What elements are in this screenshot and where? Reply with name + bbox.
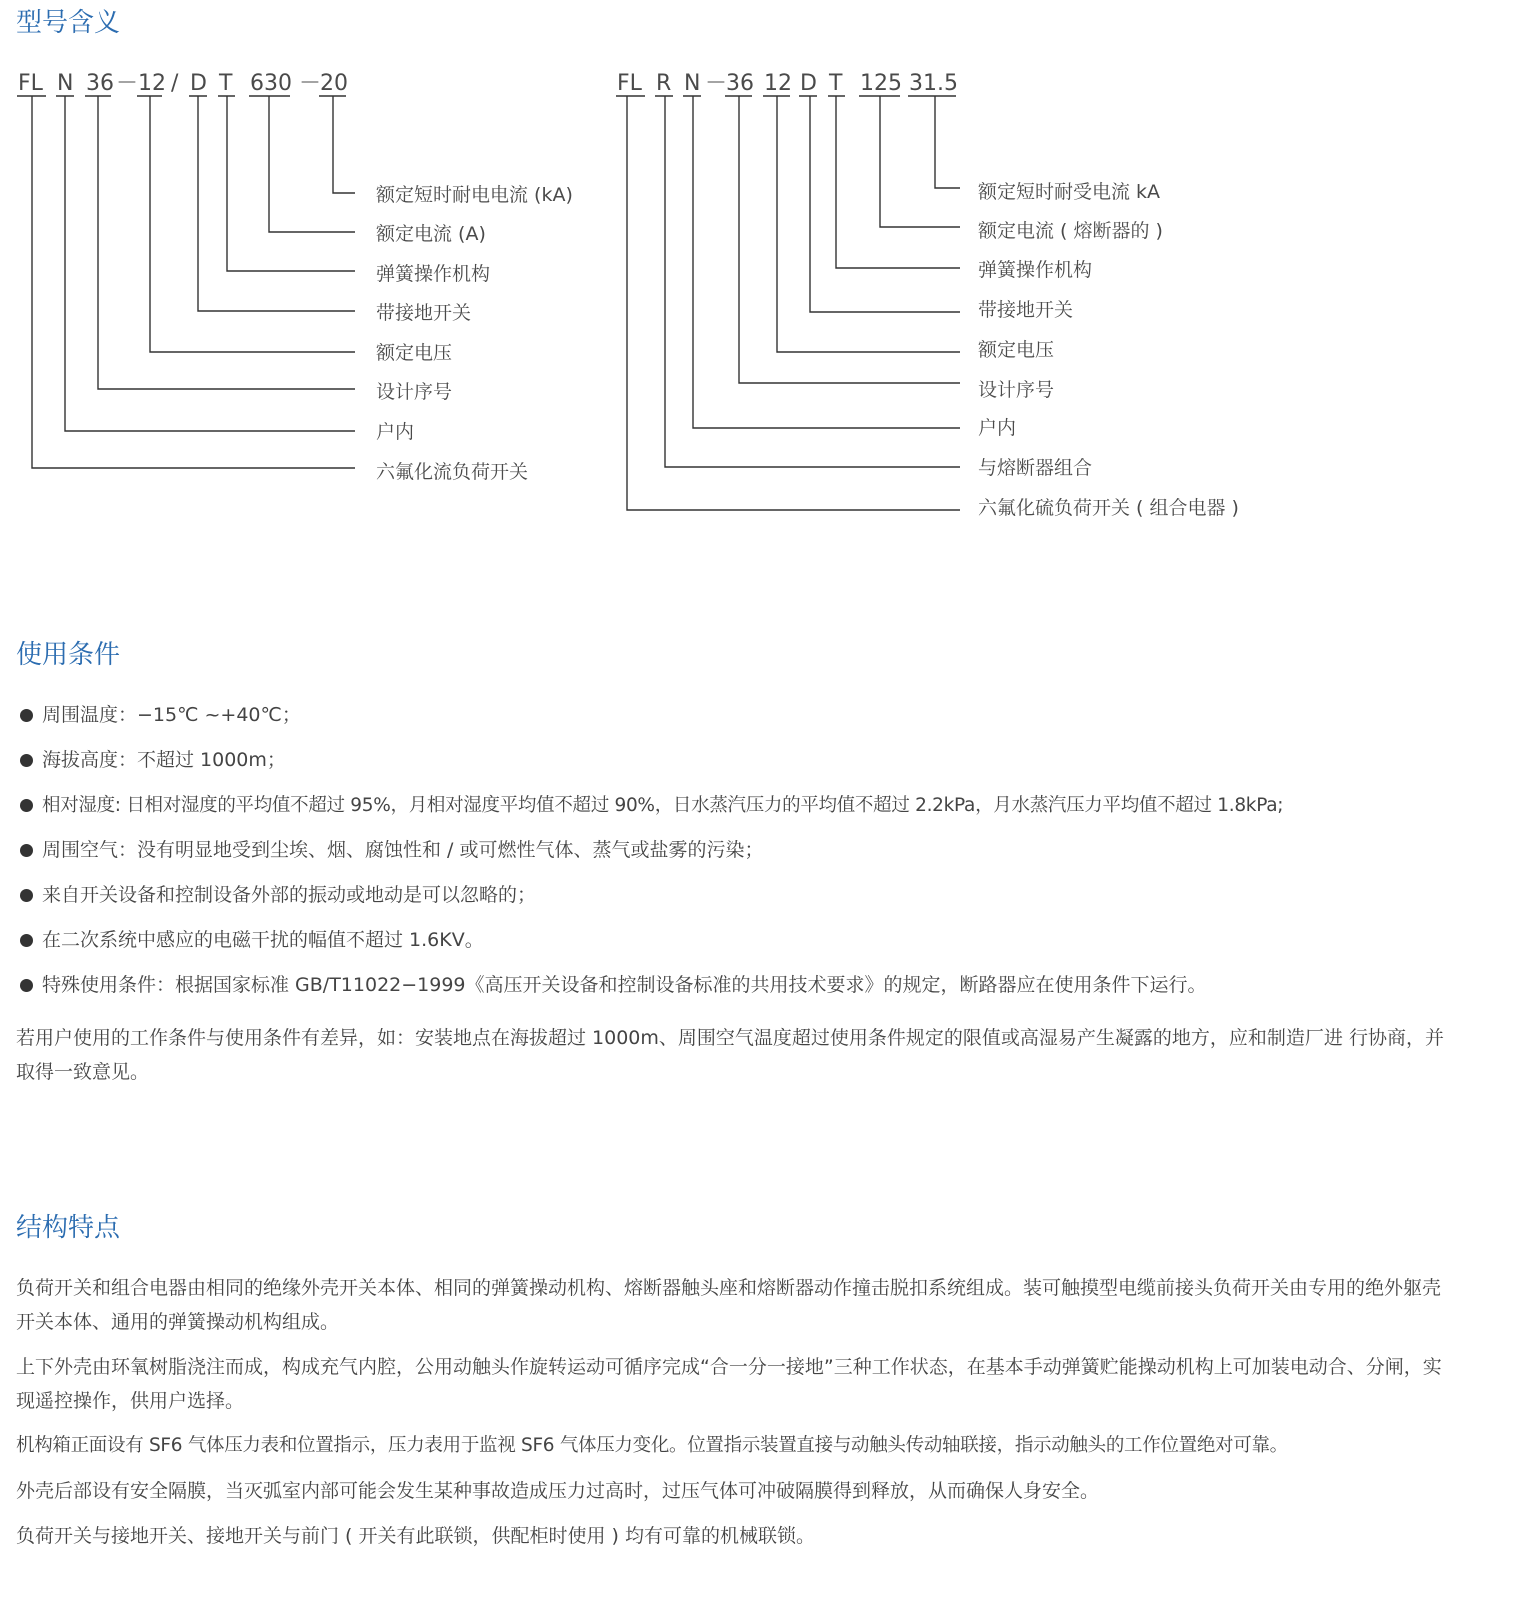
left-meaning-7: 户内 [376,421,415,443]
right-code-R: R [656,71,672,96]
left-meaning-1: 额定短时耐电电流 (kA) [376,184,573,206]
right-meaning-5: 额定电压 [978,339,1055,361]
left-meaning-8: 六氟化流负荷开关 [376,461,529,483]
left-code-row [18,71,348,96]
conditions-note: 若用户使用的工作条件与使用条件有差异，如：安装地点在海拔超过 1000m、周围空气温度超过使用条件规定的限值或高湿易产生凝露的地方，应和制造厂进 行协商，并取得一致意见。 [16,1027,1444,1083]
conditions-list [18,700,1498,1015]
bullet-dot-icon [20,979,33,992]
right-code-T: T [829,71,843,96]
left-code-N: N [57,71,74,96]
left-meaning-6: 设计序号 [376,381,453,403]
left-code-630: 630 [250,71,292,96]
left-meaning-2: 额定电流 (A) [376,223,486,245]
right-meaning-8: 与熔断器组合 [978,457,1093,479]
structure-paragraph-3: 机构箱正面设有 SF6 气体压力表和位置指示，压力表用于监视 SF6 气体压力变化。位置指示装置直接与动触头传动轴联接，指示动触头的工作位置绝对可靠。 [16,1435,1288,1456]
right-meaning-3: 弹簧操作机构 [978,259,1093,281]
left-connector-lines [32,96,355,468]
condition-text: 海拔高度：不超过 1000m； [42,749,286,771]
left-code-20: 20 [320,71,348,96]
right-code-dash: － [705,71,728,96]
condition-text: 来自开关设备和控制设备外部的振动或地动是可以忽略的； [42,884,537,906]
structure-paragraph-4: 外壳后部设有安全隔膜，当灭弧室内部可能会发生某种事故造成压力过高时，过压气体可冲破隔膜得到释放，从而确保人身安全。 [16,1480,1100,1502]
bullet-dot-icon [20,799,33,812]
condition-text: 特殊使用条件：根据国家标准 GB/T11022−1999《高压开关设备和控制设备标准的共用技术要求》的规定，断路器应在使用条件下运行。 [42,974,1207,996]
structure-paragraph-5: 负荷开关与接地开关、接地开关与前门 ( 开关有此联锁，供配柜时使用 ) 均有可靠的机械联锁。 [16,1525,815,1547]
left-code-slash: / [171,71,179,96]
left-code-dash2: － [299,71,322,96]
left-meaning-3: 弹簧操作机构 [376,263,491,285]
right-meaning-6: 设计序号 [978,379,1055,401]
right-meaning-1: 额定短时耐受电流 kA [978,181,1161,203]
structure-paragraph-1: 负荷开关和组合电器由相同的绝缘外壳开关本体、相同的弹簧操动机构、熔断器触头座和熔断器动作撞击脱扣系统组成。装可触摸型电缆前接头负荷开关由专用的绝外躯壳开关本体、通用的弹簧操动机构组成。 [16,1277,1442,1333]
right-code-125: 125 [860,71,902,96]
right-code-N: N [684,71,701,96]
left-code-12: 12 [138,71,166,96]
right-code-D: D [800,71,817,96]
condition-item [18,700,1498,745]
left-code-dash: － [116,71,139,96]
structure-section-title: 结构特点 [16,1213,121,1243]
right-code-12: 12 [764,71,792,96]
condition-item [18,745,1498,790]
condition-text: 在二次系统中感应的电磁干扰的幅值不超过 1.6KV。 [42,929,484,951]
left-code-36: 36 [86,71,114,96]
condition-text: 周围温度：−15℃ ~+40℃； [42,704,301,726]
condition-item [18,880,1498,925]
right-meaning-9: 六氟化硫负荷开关 ( 组合电器 ) [978,497,1239,519]
right-code-row [617,71,958,96]
left-code-FL: FL [18,71,43,96]
right-meanings [978,181,1239,519]
condition-item [18,970,1498,1015]
right-meaning-7: 户内 [978,417,1017,439]
left-code-D: D [190,71,207,96]
condition-text: 相对湿度: 日相对湿度的平均值不超过 95%，月相对湿度平均值不超过 90%，日水蒸汽压力的平均值不超过 2.2kPa，月水蒸汽压力平均值不超过 1.8kPa; [42,795,1284,816]
left-meaning-5: 额定电压 [376,342,453,364]
structure-paragraph-2: 上下外壳由环氧树脂浇注而成，构成充气内腔，公用动触头作旋转运动可循序完成“合一分一接地”三种工作状态，在基本手动弹簧贮能操动机构上可加装电动合、分闸，实现遥控操作，供用户选择。 [16,1356,1442,1412]
left-meaning-4: 带接地开关 [376,302,472,324]
bullet-dot-icon [20,934,33,947]
left-meanings [376,184,573,483]
bullet-dot-icon [20,754,33,767]
condition-text: 周围空气：没有明显地受到尘埃、烟、腐蚀性和 / 或可燃性气体、蒸气或盐雾的污染； [42,839,764,861]
condition-item [18,790,1498,835]
bullet-dot-icon [20,844,33,857]
right-code-36: 36 [726,71,754,96]
bullet-dot-icon [20,889,33,902]
right-connector-lines [627,96,960,510]
model-section-title: 型号含义 [16,8,121,38]
bullet-dot-icon [20,709,33,722]
right-code-FL: FL [617,71,642,96]
model-code-diagram [0,60,1516,530]
left-code-T: T [219,71,233,96]
right-meaning-2: 额定电流 ( 熔断器的 ) [978,220,1163,242]
right-meaning-4: 带接地开关 [978,299,1074,321]
condition-item [18,925,1498,970]
conditions-section-title: 使用条件 [16,640,121,670]
right-code-31-5: 31.5 [909,71,958,96]
condition-item [18,835,1498,880]
